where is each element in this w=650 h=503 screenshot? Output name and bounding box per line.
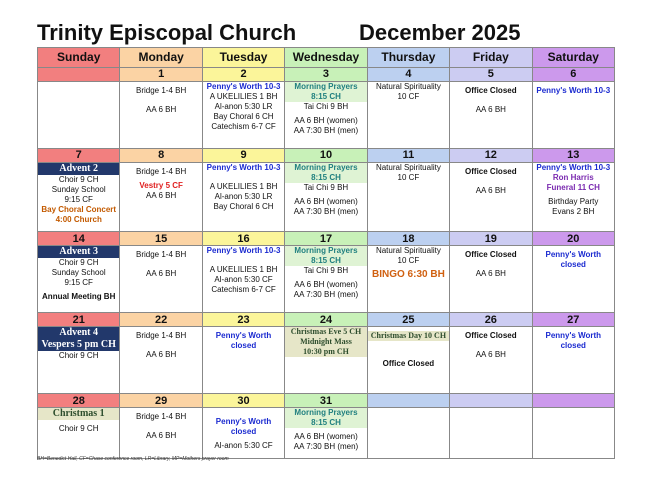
weekday-tuesday: Tuesday — [202, 48, 284, 68]
weekday-header-row — [38, 48, 615, 68]
date-number: 18 — [367, 232, 449, 246]
day-cell — [38, 327, 120, 394]
event: Bridge 1-4 BH — [136, 85, 187, 95]
day-cell — [120, 327, 202, 394]
event: Birthday Party — [548, 197, 599, 207]
date-number: 13 — [532, 148, 614, 162]
liturgical-banner — [38, 327, 119, 351]
date-number: 12 — [450, 148, 532, 162]
date-number — [38, 67, 120, 81]
day-cell — [450, 327, 532, 394]
event: Sunday School — [51, 268, 106, 278]
event: AA 7:30 BH (men) — [293, 442, 359, 452]
date-number — [450, 394, 532, 408]
event: BINGO 6:30 BH — [372, 269, 445, 281]
event: Penny's Worth 10-3 — [206, 163, 281, 173]
event: AA 6 BH — [475, 104, 506, 114]
date-row — [38, 148, 615, 162]
date-number — [367, 394, 449, 408]
event: closed — [230, 427, 257, 437]
event: Natural Spirituality — [375, 81, 441, 91]
event: AA 6 BH — [146, 191, 177, 201]
date-number: 31 — [285, 394, 367, 408]
event: Al-anon 5:30 LR — [214, 101, 273, 111]
event: AA 6 BH (women) — [294, 197, 358, 207]
event: Bay Choral Concert — [41, 205, 117, 215]
event: A UKELILIES 1 BH — [209, 265, 278, 275]
event: Al-anon 5:30 LR — [214, 192, 273, 202]
church-name: Trinity Episcopal Church — [37, 20, 297, 45]
day-cell — [367, 81, 449, 148]
event: 10 CF — [397, 91, 420, 101]
day-cell — [285, 81, 367, 148]
day-cell — [285, 246, 367, 313]
day-cell — [202, 163, 284, 232]
event: AA 7:30 BH (men) — [293, 290, 359, 300]
event: Bay Choral 6 CH — [213, 111, 274, 121]
event: Al-anon 5:30 CF — [214, 275, 273, 285]
events-row — [38, 327, 615, 394]
event: Tai Chi 9 BH — [303, 183, 349, 193]
event: Catechism 6-7 CF — [211, 121, 276, 131]
event: AA 6 BH — [146, 431, 177, 441]
day-cell — [532, 246, 614, 313]
event: Evans 2 BH — [552, 207, 595, 217]
christmas-eve-banner — [285, 327, 366, 357]
events-row — [38, 246, 615, 313]
date-number: 4 — [367, 67, 449, 81]
month-title: December 2025 — [359, 20, 521, 45]
day-cell — [450, 163, 532, 232]
location-legend: BH=Benedict Hall, CF=Chase conference room, LR=Library, MP=Mothers prayer room — [37, 456, 229, 462]
christmas-day-banner: Christmas Day 10 CH — [368, 331, 449, 341]
event: Penny's Worth 10-3 — [206, 81, 281, 91]
event: Annual Meeting BH — [42, 292, 116, 302]
event: AA 6 BH (women) — [294, 280, 358, 290]
day-cell — [532, 81, 614, 148]
event: 9:15 CF — [64, 278, 93, 288]
event: Penny's Worth — [545, 331, 602, 341]
event: Bridge 1-4 BH — [136, 412, 187, 422]
banner-line: Christmas Eve 5 CH — [290, 327, 362, 337]
banner-line: Midnight Mass — [300, 337, 352, 347]
day-cell — [120, 163, 202, 232]
event: Penny's Worth — [215, 417, 272, 427]
day-cell — [202, 81, 284, 148]
event: Penny's Worth 10-3 — [536, 163, 611, 173]
event: Office Closed — [465, 167, 517, 177]
event: A UKELILIES 1 BH — [209, 91, 278, 101]
event: closed — [560, 341, 586, 351]
date-number: 14 — [38, 232, 120, 246]
event: Tai Chi 9 BH — [303, 266, 349, 276]
liturgical-banner: Advent 2 — [38, 163, 119, 175]
weekday-saturday: Saturday — [532, 48, 614, 68]
date-number: 2 — [202, 67, 284, 81]
date-number: 30 — [202, 394, 284, 408]
event: Office Closed — [465, 85, 517, 95]
weekday-wednesday: Wednesday — [285, 48, 367, 68]
banner-line: Advent 4 — [59, 327, 99, 339]
liturgical-banner: Advent 3 — [38, 246, 119, 258]
event: AA 6 BH — [475, 350, 506, 360]
date-number: 8 — [120, 148, 202, 162]
event: closed — [230, 341, 257, 351]
weekday-monday: Monday — [120, 48, 202, 68]
event: AA 7:30 BH (men) — [293, 125, 359, 135]
date-number: 27 — [532, 313, 614, 327]
day-cell — [120, 246, 202, 313]
day-cell — [38, 81, 120, 148]
day-cell — [450, 246, 532, 313]
event: Choir 9 CH — [58, 258, 99, 268]
event: Ron Harris — [552, 173, 594, 183]
event: 10 CF — [397, 256, 420, 266]
date-number: 6 — [532, 67, 614, 81]
event: Choir 9 CH — [58, 424, 99, 434]
day-cell — [367, 408, 449, 459]
day-cell — [532, 163, 614, 232]
date-number: 7 — [38, 148, 120, 162]
day-cell — [38, 163, 120, 232]
date-number: 24 — [285, 313, 367, 327]
banner-line: Vespers 5 pm CH — [41, 339, 116, 351]
event: AA 7:30 BH (men) — [293, 207, 359, 217]
event: AA 6 BH — [146, 104, 177, 114]
event: AA 6 BH — [475, 269, 506, 279]
event: 8:15 CH — [311, 256, 341, 266]
day-cell — [450, 408, 532, 459]
event: AA 6 BH (women) — [294, 115, 358, 125]
event: Choir 9 CH — [58, 175, 99, 185]
day-cell — [367, 163, 449, 232]
event: Morning Prayers — [294, 246, 358, 256]
date-number: 26 — [450, 313, 532, 327]
event: Al-anon 5:30 CF — [214, 441, 273, 451]
day-cell — [202, 408, 284, 459]
day-cell — [285, 163, 367, 232]
day-cell — [38, 246, 120, 313]
date-number: 23 — [202, 313, 284, 327]
date-row — [38, 67, 615, 81]
banner-line: 10:30 pm CH — [303, 347, 349, 357]
event: Morning Prayers — [294, 408, 358, 418]
event: Morning Prayers — [294, 163, 358, 173]
date-number: 1 — [120, 67, 202, 81]
date-row — [38, 313, 615, 327]
day-cell — [450, 81, 532, 148]
event: closed — [560, 260, 586, 270]
event: Bridge 1-4 BH — [136, 167, 187, 177]
date-number: 5 — [450, 67, 532, 81]
date-number: 17 — [285, 232, 367, 246]
events-row — [38, 81, 615, 148]
date-number: 20 — [532, 232, 614, 246]
event: 9:15 CF — [64, 195, 93, 205]
day-cell — [120, 408, 202, 459]
day-cell — [367, 246, 449, 313]
date-number: 28 — [38, 394, 120, 408]
day-cell — [285, 327, 367, 394]
event: 8:15 CH — [311, 91, 341, 101]
event: 8:15 CH — [311, 173, 341, 183]
liturgical-banner: Christmas 1 — [38, 408, 119, 420]
event: Morning Prayers — [294, 81, 358, 91]
day-cell — [285, 408, 367, 459]
day-cell — [202, 246, 284, 313]
date-row — [38, 232, 615, 246]
date-number: 19 — [450, 232, 532, 246]
event: Bridge 1-4 BH — [136, 331, 187, 341]
event: Bridge 1-4 BH — [136, 250, 187, 260]
event: Penny's Worth — [545, 250, 602, 260]
event: Office Closed — [465, 250, 517, 260]
date-number: 25 — [367, 313, 449, 327]
events-row — [38, 163, 615, 232]
date-number: 29 — [120, 394, 202, 408]
date-row — [38, 394, 615, 408]
date-number: 21 — [38, 313, 120, 327]
weekday-sunday: Sunday — [38, 48, 120, 68]
day-cell — [202, 327, 284, 394]
event: Penny's Worth 10-3 — [206, 246, 281, 256]
date-number: 3 — [285, 67, 367, 81]
event: Penny's Worth — [215, 331, 272, 341]
day-cell — [38, 408, 120, 459]
event: Natural Spirituality — [375, 163, 441, 173]
day-cell — [367, 327, 449, 394]
event: Choir 9 CH — [58, 351, 99, 361]
event: Penny's Worth 10-3 — [536, 85, 611, 95]
event: AA 6 BH (women) — [294, 432, 358, 442]
event: Catechism 6-7 CF — [211, 285, 276, 295]
event: Office Closed — [465, 331, 517, 341]
event: 8:15 CH — [311, 418, 341, 428]
date-number: 15 — [120, 232, 202, 246]
day-cell — [532, 408, 614, 459]
date-number: 10 — [285, 148, 367, 162]
date-number — [532, 394, 614, 408]
weekday-friday: Friday — [450, 48, 532, 68]
event: Office Closed — [382, 359, 435, 369]
event: AA 6 BH — [146, 269, 177, 279]
events-row — [38, 408, 615, 459]
event: Sunday School — [51, 185, 106, 195]
event: Tai Chi 9 BH — [303, 101, 349, 111]
event: AA 6 BH — [146, 350, 177, 360]
event: 10 CF — [397, 173, 420, 183]
date-number: 9 — [202, 148, 284, 162]
event: AA 6 BH — [475, 186, 506, 196]
event: A UKELILIES 1 BH — [209, 182, 278, 192]
weekday-thursday: Thursday — [367, 48, 449, 68]
event: Funeral 11 CH — [546, 183, 600, 193]
date-number: 16 — [202, 232, 284, 246]
day-cell — [532, 327, 614, 394]
event: 4:00 Church — [55, 215, 102, 225]
date-number: 22 — [120, 313, 202, 327]
date-number: 11 — [367, 148, 449, 162]
event: Natural Spirituality — [375, 246, 441, 256]
event: Bay Choral 6 CH — [213, 202, 274, 212]
day-cell — [120, 81, 202, 148]
event: Vestry 5 CF — [139, 181, 183, 191]
calendar-grid — [37, 47, 615, 459]
